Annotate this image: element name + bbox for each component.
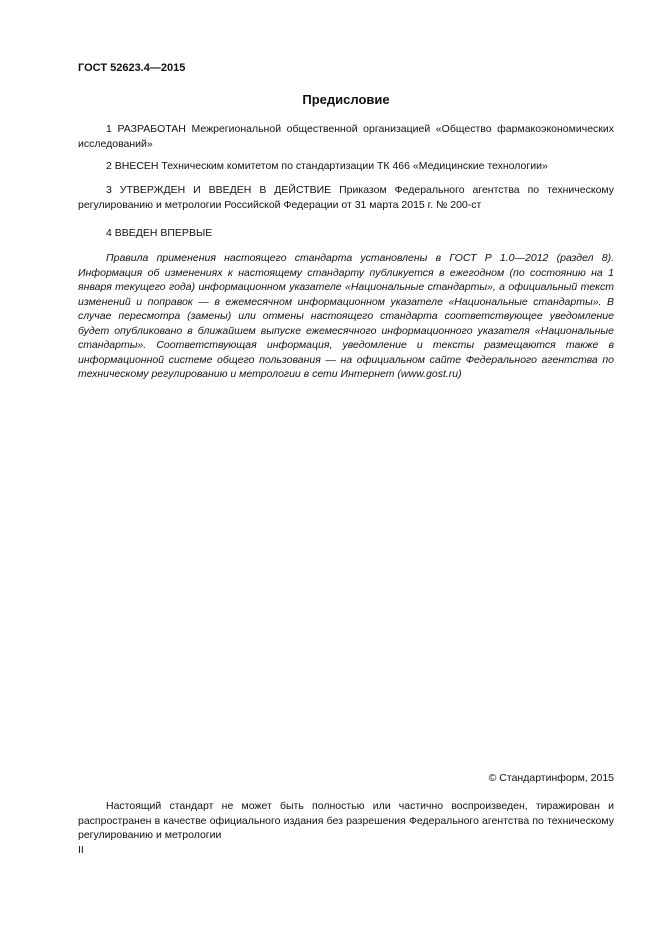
document-code-header: ГОСТ 52623.4—2015 <box>78 62 186 74</box>
copyright-line: © Стандартинформ, 2015 <box>488 772 614 784</box>
paragraph-approved: 3 УТВЕРЖДЕН И ВВЕДЕН В ДЕЙСТВИЕ Приказом Федерального агентства по техническому регулированию и метрологии Российской Федерации от 31 марта 2015 г. № 200-ст <box>78 184 614 211</box>
paragraph-introduced-by: 2 ВНЕСЕН Техническим комитетом по стандартизации ТК 466 «Медицинские технологии» <box>106 160 548 172</box>
section-title: Предисловие <box>302 92 390 107</box>
application-rules-notice: Правила применения настоящего стандарта установлены в ГОСТ Р 1.0—2012 (раздел 8). Информация об изменениях к настоящему стандарту публикуется в ежегодном (по состоянию на 1 января текущего года) информационном указателе «Национальные стандарты», а официальный текст изменений и поправок — в ежемесячном информационном указателе «Национальные стандарты». В случае пересмотра (замены) или отмены настоящего стандарта соответствующее уведомление будет опубликовано в ближайшем выпуске ежемесячного информационного указателя «Национальные стандарты». Соответствующая информация, уведомление и тексты размещаются также в информационной системе общего пользования — на официальном сайте Федерального агентства по техническому регулированию и метрологии в сети Интернет (www.gost.ru) <box>78 252 614 380</box>
reproduction-notice: Настоящий стандарт не может быть полностью или частично воспроизведен, тиражирован и распространен в качестве официального издания без разрешения Федерального агентства по техническому регулированию и метрологии <box>78 800 614 841</box>
page-number: II <box>78 844 84 856</box>
paragraph-developed-by: 1 РАЗРАБОТАН Межрегиональной общественной организацией «Общество фармакоэкономических исследований» <box>78 123 614 150</box>
paragraph-first-introduced: 4 ВВЕДЕН ВПЕРВЫЕ <box>106 227 213 239</box>
